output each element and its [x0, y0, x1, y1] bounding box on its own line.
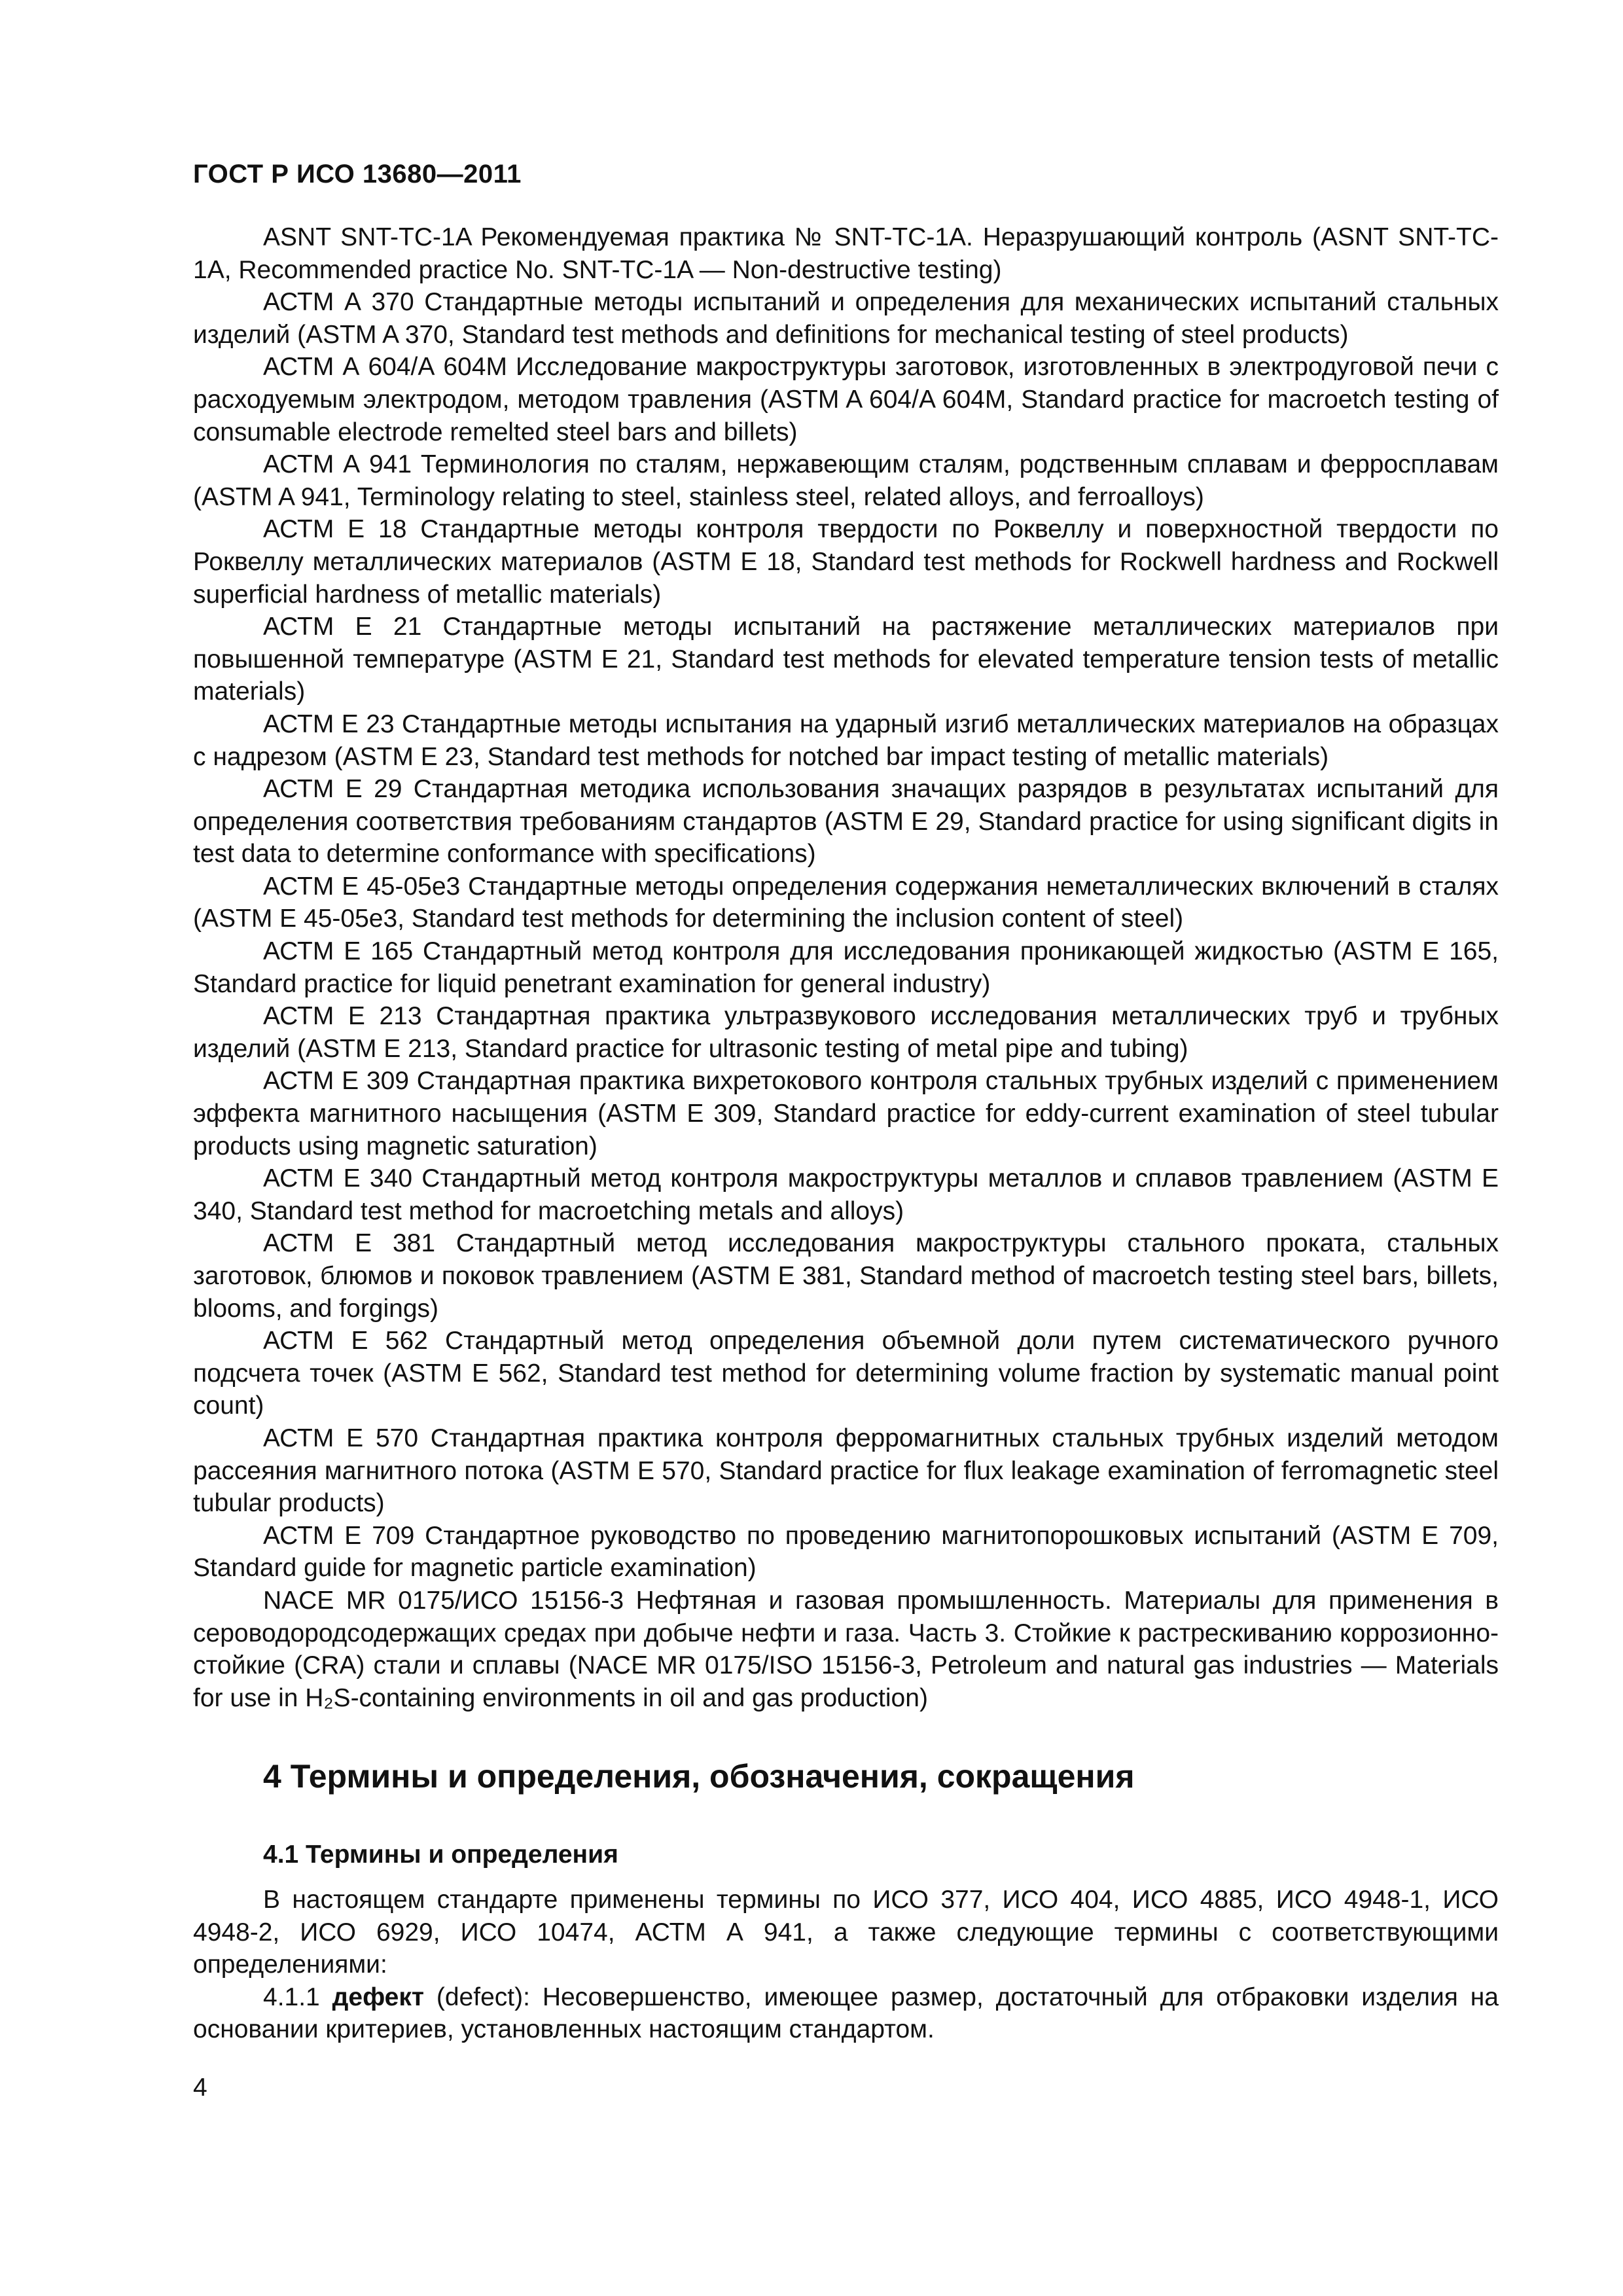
reference-item: АСТМ Е 562 Стандартный метод определения объемной доли путем систематического ручного подсчета точек (ASTM E 562, Standard test method for determining volume fraction by systematic manual point count)	[193, 1327, 1499, 1420]
page-number: 4	[193, 2073, 207, 2102]
reference-item: АСТМ Е 45-05е3 Стандартные методы определения содержания неметаллических включений в сталях (ASTM E 45-05e3, Standard test methods for determining the inclusion content of steel)	[193, 872, 1499, 933]
reference-item: АСТМ Е 18 Стандартные методы контроля твердости по Роквеллу и поверхностной твердости по Роквеллу металлических материалов (ASTM E 18, Standard test methods for Rockwell hardness and Rockwell superficial hardness of metallic materials)	[193, 515, 1499, 609]
definition-english: (defect):	[436, 1982, 530, 2011]
reference-item: АСТМ Е 709 Стандартное руководство по проведению магнитопорошковых испытаний (ASTM E 709, Standard guide for magnetic particle examination)	[193, 1521, 1499, 1583]
reference-item: АСТМ Е 213 Стандартная практика ультразвукового исследования металлических труб и трубных изделий (ASTM E 213, Standard practice for ultrasonic testing of metal pipe and tubing)	[193, 1002, 1499, 1063]
reference-item: АСТМ А 370 Стандартные методы испытаний и определения для механических испытаний стальных изделий (ASTM A 370, Standard test methods and definitions for mechanical testing of steel products)	[193, 288, 1499, 349]
reference-item: АСТМ Е 165 Стандартный метод контроля для исследования проникающей жидкостью (ASTM E 165, Standard practice for liquid penetrant examination for general industry)	[193, 937, 1499, 998]
reference-item: АСТМ А 941 Терминология по сталям, нержавеющим сталям, родственным сплавам и ферросплавам (ASTM A 941, Terminology relating to steel, stainless steel, related alloys, and ferroalloys)	[193, 450, 1499, 511]
reference-item: АСТМ Е 29 Стандартная методика использования значащих разрядов в результатах испытаний для определения соответствия требованиям стандартов (ASTM E 29, Standard practice for using significant digits in test data to determine conformance with specifications)	[193, 775, 1499, 869]
reference-item: NACE MR 0175/ИСО 15156-3 Нефтяная и газовая промышленность. Материалы для применения в сероводородсодержащих средах при добыче нефти и газа. Часть 3. Стойкие к растрескиванию коррозионно-стойкие (CRA) стали и сплавы (NACE MR 0175/ISO 15156-3, Petroleum and natural gas industries — Materials for use in H₂S-containing environments in oil and gas production)	[193, 1586, 1499, 1712]
reference-item: АСТМ Е 309 Стандартная практика вихретокового контроля стальных трубных изделий с применением эффекта магнитного насыщения (ASTM E 309, Standard practice for eddy-current examination of steel tubular products using magnetic saturation)	[193, 1067, 1499, 1160]
reference-item: АСТМ Е 340 Стандартный метод контроля макроструктуры металлов и сплавов травлением (ASTM E 340, Standard test method for macroetching metals and alloys)	[193, 1164, 1499, 1225]
definition-paragraph	[193, 1981, 1499, 2046]
subsection-title: 4.1 Термины и определения	[263, 1840, 618, 1869]
reference-item: АСТМ Е 570 Стандартная практика контроля ферромагнитных стальных трубных изделий методом рассеяния магнитного потока (ASTM E 570, Standard practice for flux leakage examination of ferromagnetic steel tubular products)	[193, 1424, 1499, 1518]
reference-item: АСТМ А 604/А 604M Исследование макроструктуры заготовок, изготовленных в электродуговой печи с расходуемым электродом, методом травления (ASTM A 604/A 604M, Standard practice for macroetch testing of consumable electrode remelted steel bars and billets)	[193, 353, 1499, 446]
reference-item: ASNT SNT-TC-1A Рекомендуемая практика № SNT-TC-1A. Неразрушающий контроль (ASNT SNT-TC-1A, Recommended practice No. SNT-TC-1A — Non-destructive testing)	[193, 223, 1499, 284]
definition-term: дефект	[332, 1982, 424, 2011]
definition-number: 4.1.1	[263, 1982, 320, 2011]
definition-text: Несовершенство, имеющее размер, достаточный для отбраковки изделия на основании критериев, установленных настоящим стандартом.	[193, 1982, 1499, 2044]
reference-item: АСТМ Е 23 Стандартные методы испытания на ударный изгиб металлических материалов на образцах с надрезом (ASTM E 23, Standard test methods for notched bar impact testing of metallic materials)	[193, 709, 1499, 771]
references-list	[193, 221, 1499, 1714]
document-header: ГОСТ Р ИСО 13680—2011	[193, 160, 522, 188]
reference-item: АСТМ Е 381 Стандартный метод исследования макроструктуры стального проката, стальных заготовок, блюмов и поковок травлением (ASTM E 381, Standard method of macroetch testing steel bars, billets, blooms, and forgings)	[193, 1229, 1499, 1323]
section-title: 4 Термины и определения, обозначения, сокращения	[263, 1758, 1135, 1795]
intro-paragraph: В настоящем стандарте применены термины по ИСО 377, ИСО 404, ИСО 4885, ИСО 4948-1, ИСО 4948-2, ИСО 6929, ИСО 10474, АСТМ А 941, а также следующие термины с соответствующими определениями:	[193, 1886, 1499, 1979]
reference-item: АСТМ Е 21 Стандартные методы испытаний на растяжение металлических материалов при повышенной температуре (ASTM E 21, Standard test methods for elevated temperature tension tests of metallic materials)	[193, 613, 1499, 706]
definitions-block	[193, 1884, 1499, 2046]
